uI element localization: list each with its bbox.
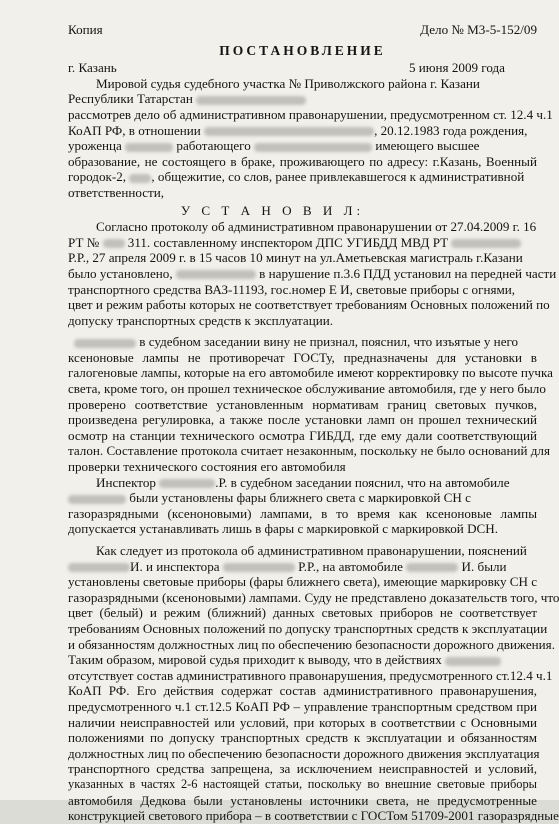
text-line: света, кроме того, он прошел техническое обслуживание автомобиля, где у него было: [68, 381, 546, 397]
text-line: Как следует из протокола об административном правонарушении, пояснений: [96, 543, 527, 558]
redacted-text: [406, 563, 458, 572]
redacted-text: [129, 174, 151, 183]
redacted-text: [68, 563, 130, 572]
text-line: цвет и режим работы которых не соответствует требованиям Основных положений по: [68, 297, 550, 313]
date: 5 июня 2009 года: [408, 60, 505, 76]
redacted-text: [74, 339, 136, 348]
redacted-text: [451, 239, 521, 248]
text-line: наличии неисправностей или условий, при которых в соответствии с Основными: [68, 714, 537, 730]
text-line: допуску транспортных средств к эксплуатации.: [68, 312, 334, 328]
paragraph-court-conclusion: [68, 543, 559, 824]
text-line: отсутствует состав административного правонарушения, предусмотренного ст.12.4 ч.1: [68, 667, 553, 683]
text-line: газоразрядными (ксеноновыми) лампами, в то время как ксеноновые лампы: [68, 505, 537, 521]
text-line: КоАП РФ, в отношении , 20.12.1983 года рождения,: [68, 122, 528, 138]
redacted-text: [68, 495, 126, 504]
text-line: образование, не состоящего в браке, проживающего по адресу: г.Казань, Военный: [68, 153, 537, 169]
text-line: автомобиля Дедкова были установлены источники света, не предусмотренные: [68, 792, 537, 808]
text-line: установлены световые приборы (фары ближнего света), имеющие маркировку СН с: [68, 574, 538, 590]
document-header: [68, 22, 537, 38]
text-line: И. и инспектора Р.Р., на автомобиле И. были: [68, 559, 537, 575]
text-line: газоразрядными (ксеноновыми) лампами. Суду не представлено доказательств того, что: [68, 589, 559, 605]
text-line: Согласно протоколу об административном правонарушении от 27.04.2009 г. 16: [96, 219, 537, 235]
text-line: ксеноновые лампы не противоречат ГОСТу, предназначены для установки в: [68, 349, 537, 365]
text-line: проверки технического состояния его автомобиля: [68, 459, 346, 475]
paragraph-protocol: [68, 219, 557, 328]
text-line: в судебном заседании вину не признал, пояснил, что изъятые у него: [68, 334, 537, 350]
document-title: ПОСТАНОВЛЕНИЕ: [219, 42, 386, 58]
redacted-text: [103, 239, 125, 248]
paragraph-defendant-explanation: [68, 334, 553, 475]
text-line: рассмотрев дело об административном правонарушении, предусмотренном ст. 12.4 ч.1: [68, 106, 553, 122]
text-line: транспортного средства ВАЗ-11193, гос.номер Е И, световые приборы с огнями,: [68, 281, 516, 297]
redacted-text: [445, 657, 501, 666]
text-line: и обязанностям должностных лиц по обеспечению безопасности дорожного движения.: [68, 636, 555, 652]
text-line: проверено соответствие установленным нормативам границ световых пучков,: [68, 396, 537, 412]
text-line: было установлено, в нарушение п.3.6 ПДД установил на передней части: [68, 265, 557, 281]
redacted-text: [204, 127, 374, 136]
redacted-text: [176, 270, 256, 279]
text-line: указанных в частях 2-6 настоящей статьи, поскольку во внешние световые приборы: [68, 776, 537, 791]
paragraph-inspector-explanation: [68, 475, 537, 537]
text-line: Р.Р., 27 апреля 2009 г. в 15 часов 10 минут на ул.Аметьевская магистраль г.Казани: [68, 250, 523, 266]
case-number: Дело № М3-5-152/09: [420, 22, 537, 37]
text-line: транспортного средства запрещена, за исключением неисправностей и условий,: [68, 761, 537, 777]
redacted-text: [196, 96, 306, 105]
text-line: предусмотренного ч.1 ст.12.5 КоАП РФ – управление транспортным средством при: [68, 698, 537, 714]
text-line: Таким образом, мировой судья приходит к выводу, что в действиях: [68, 652, 537, 668]
text-line: осмотр на станции технического осмотра ГИБДД, где ему дали соответствующий: [68, 427, 537, 443]
text-line: галогеновые лампы, которые на его автомобиле имеют корректировку по высоте пучка: [68, 365, 553, 381]
text-line: были установлены фары ближнего света с маркировкой СН с: [68, 490, 537, 506]
redacted-text: [159, 479, 215, 488]
intro-paragraph: [68, 75, 553, 201]
text-line: допускается устанавливать лишь в фары с маркировкой с маркировкой DCH.: [68, 521, 498, 537]
text-line: Республики Татарстан: [68, 91, 537, 107]
section-heading-ustanovil: У С Т А Н О В И Л:: [180, 202, 365, 218]
text-line: требованиям Основных положений по допуску транспортных средств к эксплуатации: [68, 620, 548, 636]
text-line: городок-2, , общежитие, со слов, ранее привлекавшегося к административной: [68, 169, 525, 185]
redacted-text: [223, 563, 295, 572]
text-line: цвет (белый) и режим (ближний) данных световых приборов не соответствует: [68, 605, 537, 621]
text-line: Инспектор .Р. в судебном заседании пояснил, что на автомобиле: [96, 474, 510, 490]
text-line: КоАП РФ. Его действия содержат состав административного правонарушения,: [68, 683, 537, 699]
copy-label: Копия: [68, 22, 103, 37]
text-line: произведена регулировка, а также после установки ламп он прошел технический: [68, 412, 537, 428]
text-line: должностных лиц по обеспечению безопасности дорожного движения эксплуатация: [68, 745, 540, 761]
city: г. Казань: [68, 60, 117, 76]
text-line: конструкцией светового прибора – в соответствии с ГОСТом 51709-2001 газоразрядные: [68, 808, 559, 824]
text-line: ответственности,: [68, 184, 165, 200]
text-line: РТ № 311. составленному инспектором ДПС УГИБДД МВД РТ: [68, 235, 537, 251]
text-line: положениями по допуску транспортных средств к эксплуатации и обязанностям: [68, 730, 537, 746]
text-line: Мировой судья судебного участка № Приволжского района г. Казани: [96, 75, 480, 91]
place-date-line: [68, 60, 537, 76]
text-line: талон. Составление протокола считает незаконным, поскольку не было оснований для: [68, 443, 550, 459]
text-line: уроженца работающего имеющего высшее: [68, 138, 480, 154]
redacted-text: [125, 143, 173, 152]
redacted-text: [254, 143, 372, 152]
